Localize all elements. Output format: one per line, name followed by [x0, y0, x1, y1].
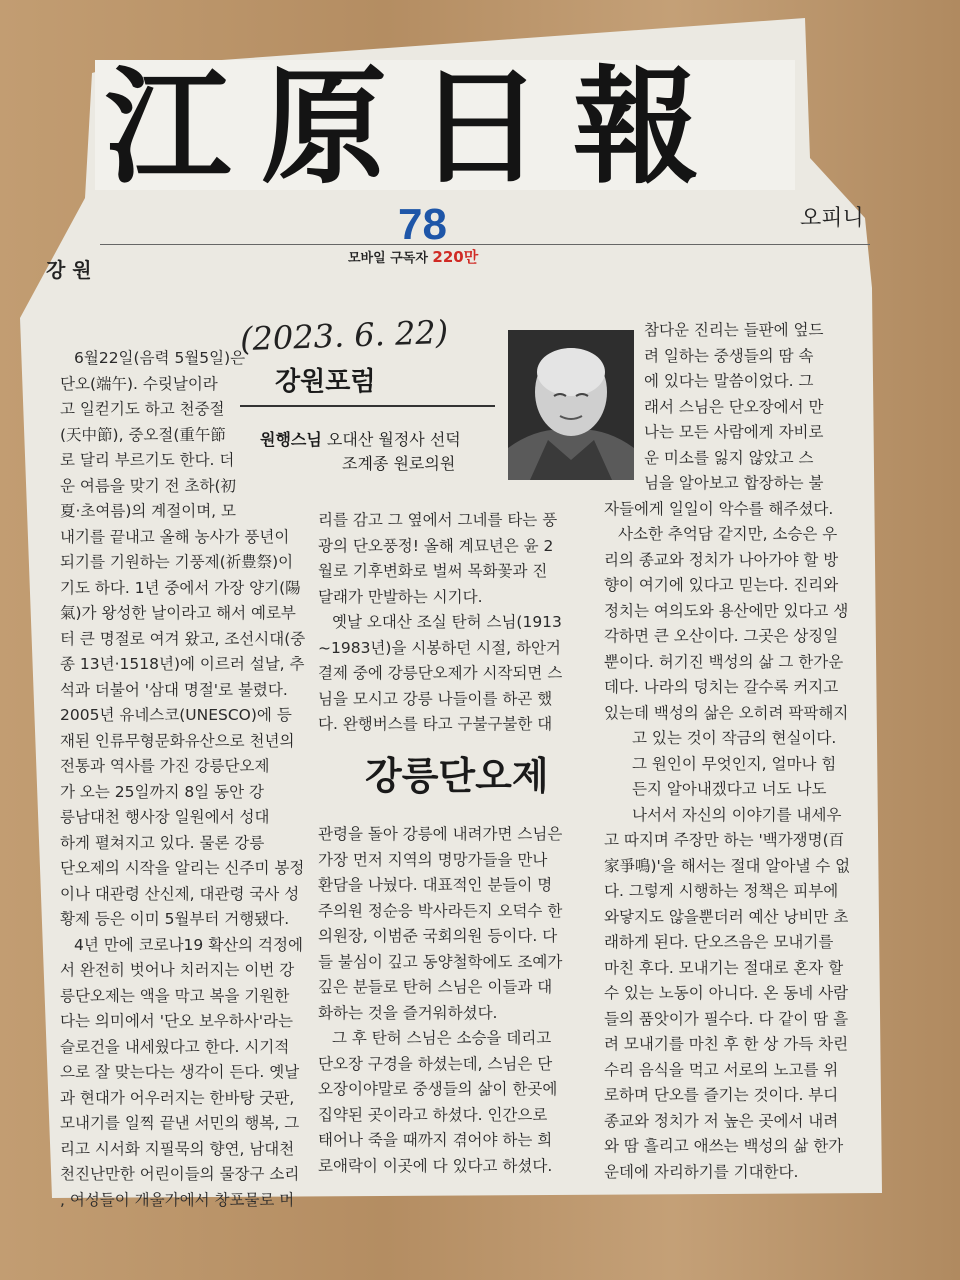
handwritten-date: (2023. 6. 22)	[239, 312, 449, 359]
body-line: 리고 시서화 지필묵의 향연, 남대천	[60, 1139, 295, 1158]
section-title: 강원포럼	[275, 367, 376, 397]
body-line: 와 땀 흘리고 애쓰는 백성의 삶 한가	[604, 1137, 844, 1155]
body-line: 태어나 죽을 때까지 겪어야 하는 희	[318, 1131, 553, 1149]
body-line: 운데에 자리하기를 기대한다.	[604, 1162, 799, 1181]
body-line: 사소한 추억담 같지만, 소승은 우	[618, 525, 838, 543]
body-line: 래서 스님은 단오장에서 만	[644, 397, 824, 416]
body-line: (天中節), 중오절(重午節	[60, 425, 226, 444]
body-line: 릉남대천 행사장 일원에서 성대	[60, 808, 270, 826]
subscribers-label: 모바일 구독자	[348, 251, 428, 266]
body-line: 내기를 끝내고 올해 농사가 풍년이	[60, 527, 290, 546]
body-line: 달래가 만발하는 시기다.	[318, 587, 483, 606]
body-line: 수리 음식을 먹고 서로의 노고를 위	[604, 1060, 839, 1079]
body-line: 家爭鳴)'을 해서는 절대 알아낼 수 없	[604, 856, 851, 875]
body-line: 고 있는 것이 작금의 현실이다.	[632, 729, 837, 747]
body-line: 집약된 곳이라고 하셨다. 인간으로	[318, 1105, 548, 1124]
body-line: 자들에게 일일이 악수를 해주셨다.	[604, 499, 834, 518]
body-column-2	[318, 508, 580, 733]
region-tag: 강 원	[46, 258, 92, 282]
body-line: 운 여름을 맞기 전 초하(初	[60, 476, 237, 495]
body-column-1	[60, 346, 306, 1209]
body-line: 단오장 구경을 하셨는데, 스님은 단	[318, 1054, 553, 1073]
body-line: 석과 더불어 '삼대 명절'로 불렸다.	[60, 680, 288, 699]
body-line: 기도 하다. 1년 중에서 가장 양기(陽	[60, 578, 301, 597]
body-line: 그 원인이 무엇인지, 얼마나 힘	[632, 754, 837, 773]
body-line: 리의 종교와 정치가 나아가야 할 방	[604, 550, 839, 569]
body-line: 환담을 나눴다. 대표적인 분들이 명	[318, 876, 553, 894]
body-line: 오장이야말로 중생들의 삶이 한곳에	[318, 1080, 558, 1098]
body-line: 에 있다는 말씀이었다. 그	[644, 372, 814, 390]
article-headline: 강릉단오제	[365, 753, 549, 798]
body-line: 정치는 여의도와 용산에만 있다고 생	[604, 601, 849, 620]
body-line: 터 큰 명절로 여겨 왔고, 조선시대(중	[60, 629, 306, 648]
body-line: 모내기를 일찍 끝낸 서민의 행복, 그	[60, 1114, 300, 1132]
body-line: 단오제의 시작을 알리는 신주미 봉정	[60, 859, 305, 877]
body-line: 가장 먼저 지역의 명망가들을 만나	[318, 850, 548, 869]
body-line: 그 후 탄허 스님은 소승을 데리고	[332, 1029, 552, 1047]
author-name: 원행스님	[260, 430, 322, 449]
body-line: 천진난만한 어린이들의 물장구 소리	[60, 1165, 300, 1183]
body-line: 다. 그렇게 시행하는 정책은 피부에	[604, 882, 839, 900]
anniversary-number: 78	[398, 200, 447, 249]
subscribers-count: 220만	[432, 248, 479, 266]
body-line: 로 달리 부르기도 한다. 더	[60, 451, 235, 469]
body-line: 의원장, 이범준 국회의원 등이다. 다	[318, 927, 558, 945]
header-rule	[100, 244, 870, 245]
body-line: 데다. 나라의 덩치는 갈수록 커지고	[604, 678, 839, 696]
body-line: , 여성들이 개울가에서 창포물로 머	[60, 1190, 295, 1209]
body-line: 화하는 것을 즐거워하셨다.	[318, 1003, 498, 1022]
body-line: ~1983년)을 시봉하던 시절, 하안거	[318, 638, 561, 657]
body-line: 관령을 돌아 강릉에 내려가면 스님은	[318, 825, 563, 843]
body-line: 릉단오제는 액을 막고 복을 기원한	[60, 986, 290, 1005]
body-line: 참다운 진리는 들판에 엎드	[644, 321, 824, 339]
body-line: 든지 알아내겠다고 너도 나도	[632, 780, 827, 798]
body-line: 황제 등은 이미 5월부터 거행됐다.	[60, 910, 290, 928]
body-line: 와닿지도 않을뿐더러 예산 낭비만 초	[604, 907, 849, 926]
body-line: 님을 알아보고 합장하는 불	[644, 474, 824, 492]
body-line: 려 일하는 중생들의 땀 속	[644, 346, 814, 365]
body-line: 과 현대가 어우러지는 한바탕 굿판,	[60, 1088, 295, 1107]
body-line: 서 완전히 벗어나 치러지는 이번 강	[60, 961, 295, 979]
body-line: 다. 완행버스를 타고 구불구불한 대	[318, 715, 553, 733]
body-line: 으로 잘 맞는다는 생각이 든다. 옛날	[60, 1063, 300, 1081]
body-line: 하게 펼쳐지고 있다. 물론 강릉	[60, 833, 265, 852]
body-line: 월로 기후변화로 벌써 목화꽃과 진	[318, 562, 548, 580]
body-line: 슬로건을 내세웠다고 한다. 시기적	[60, 1037, 290, 1056]
body-line: 깊은 분들로 탄허 스님은 이들과 대	[318, 978, 553, 996]
body-line: 님을 모시고 강릉 나들이를 하곤 했	[318, 689, 553, 708]
body-line: 夏·초여름)의 계절이며, 모	[60, 502, 237, 520]
body-line: 뿐이다. 허기진 백성의 삶 그 한가운	[604, 652, 844, 671]
body-line: 결제 중에 강릉단오제가 시작되면 스	[318, 664, 563, 682]
body-line: 고 따지며 주장만 하는 '백가쟁명(百	[604, 831, 845, 849]
section-tag: 오피니	[800, 206, 864, 231]
body-line: 종교와 정치가 저 높은 곳에서 내려	[604, 1111, 839, 1130]
body-line: 있는데 백성의 삶은 오히려 팍팍해지	[604, 703, 849, 722]
body-line: 려 모내기를 마친 후 한 상 가득 차린	[604, 1035, 849, 1053]
author-title-1: 오대산 월정사 선덕	[326, 430, 461, 449]
body-line: 주의원 정순응 박사라든지 오덕수 한	[318, 901, 563, 920]
body-line: 단오(端午). 수릿날이라	[60, 374, 218, 393]
body-line: 다는 의미에서 '단오 보우하사'라는	[60, 1012, 293, 1030]
body-line: 옛날 오대산 조실 탄허 스님(1913	[332, 613, 562, 631]
body-line: 되기를 기원하는 기풍제(祈豊祭)이	[60, 553, 294, 571]
body-line: 들 불심이 깊고 동양철학에도 조예가	[318, 952, 563, 971]
body-line: 향이 여기에 있다고 믿는다. 진리와	[604, 576, 839, 594]
body-line: 고 일컫기도 하고 천중절	[60, 400, 225, 418]
body-line: 나는 모든 사람에게 자비로	[644, 423, 824, 441]
body-line: 로하며 단오를 즐기는 것이다. 부디	[604, 1086, 839, 1104]
body-line: 4년 만에 코로나19 확산의 걱정에	[74, 935, 303, 954]
body-line: 리를 감고 그 옆에서 그네를 타는 풍	[318, 511, 558, 529]
body-line: 종 13년·1518년)에 이르러 설날, 추	[60, 655, 305, 673]
body-line: 로애락이 이곳에 다 있다고 하셨다.	[318, 1156, 553, 1175]
body-line: 재된 인류무형문화유산으로 천년의	[60, 731, 295, 750]
body-line: 2005년 유네스코(UNESCO)에 등	[60, 706, 292, 724]
body-line: 마친 후다. 모내기는 절대로 혼자 할	[604, 958, 844, 977]
subscribers-banner	[348, 246, 518, 268]
body-line: 나서서 자신의 이야기를 내세우	[632, 805, 842, 824]
body-line: 운 미소를 잃지 않았고 스	[644, 448, 814, 467]
body-line: 氣)가 왕성한 날이라고 해서 예로부	[60, 604, 296, 622]
author-title-2: 조계종 원로의원	[342, 454, 456, 473]
body-line: 래하게 된다. 단오즈음은 모내기를	[604, 933, 834, 951]
author-byline	[260, 428, 505, 484]
body-line: 수 있는 노동이 아니다. 온 동네 사람	[604, 984, 849, 1002]
body-column-3	[318, 822, 580, 1175]
newspaper-masthead-title: 江原日報	[105, 53, 729, 201]
body-line: 전통과 역사를 가진 강릉단오제	[60, 757, 270, 775]
body-column-4	[604, 318, 872, 1181]
body-line: 이나 대관령 산신제, 대관령 국사 성	[60, 884, 300, 903]
body-line: 들의 품앗이가 필수다. 다 같이 땀 흘	[604, 1009, 849, 1028]
body-line: 광의 단오풍정! 올해 계묘년은 윤 2	[318, 536, 554, 555]
body-line: 6월22일(음력 5월5일)은	[74, 349, 246, 367]
body-line: 각하면 큰 오산이다. 그곳은 상징일	[604, 627, 839, 645]
body-line: 가 오는 25일까지 8일 동안 강	[60, 782, 264, 801]
